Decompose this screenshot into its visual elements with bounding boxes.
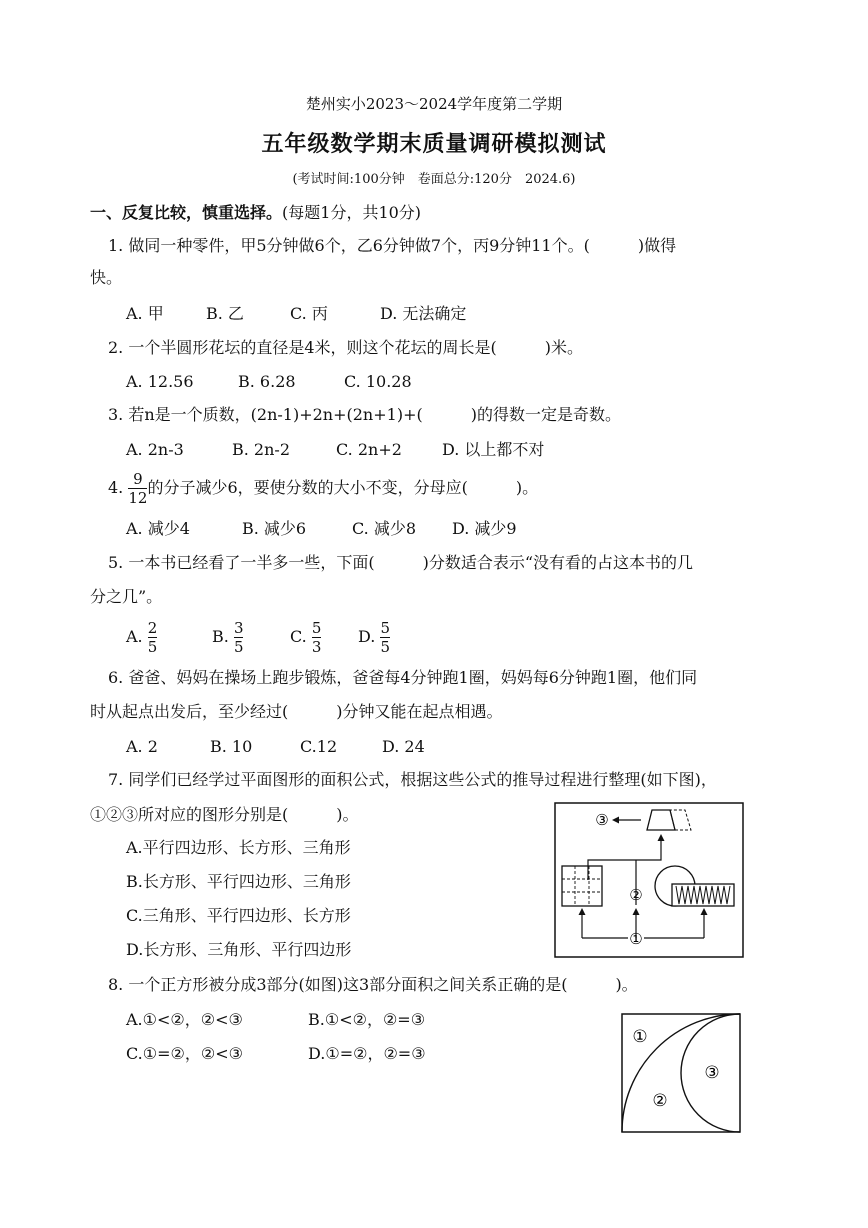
q7-figure-frame: [555, 803, 743, 957]
q5-options: [126, 617, 390, 657]
q5-option-a-numerator: 2: [147, 619, 158, 637]
q4-fraction: [128, 470, 147, 507]
q7-figure-arrowhead-left: [579, 908, 586, 915]
q8-figure-label-3: ③: [704, 1063, 720, 1083]
q8-option-c[interactable]: C.①=②，②<③: [126, 1044, 243, 1063]
q5-option-d-denominator: 5: [380, 638, 390, 656]
q7-option-c[interactable]: C.三角形、平行四边形、长方形: [126, 906, 351, 925]
q7-figure-label-2: ②: [629, 886, 643, 904]
q1-option-a[interactable]: A. 甲: [126, 304, 164, 323]
q5-option-b-denominator: 5: [233, 638, 244, 656]
q3-option-d[interactable]: D. 以上都不对: [442, 440, 545, 459]
q7-figure-label-1: ①: [629, 930, 643, 948]
q5-option-a-fraction: [148, 619, 158, 656]
q2-option-a[interactable]: A. 12.56: [126, 372, 194, 391]
q8-text: 8. 一个正方形被分成3部分(如图)这3部分面积之间关系正确的是( )。: [108, 975, 638, 994]
q1-option-b[interactable]: B. 乙: [206, 304, 244, 323]
q5-option-b-label: B.: [212, 627, 229, 646]
q2-option-c[interactable]: C. 10.28: [344, 372, 412, 391]
q5-option-a-denominator: 5: [147, 638, 158, 656]
q4-option-b[interactable]: B. 减少6: [242, 519, 307, 538]
q7-figure-trapezoid-icon: [647, 810, 675, 830]
q6-options: [126, 737, 425, 757]
q7-text-cont: ①②③所对应的图形分别是( )。: [90, 805, 359, 824]
q8-option-a[interactable]: A.①<②，②<③: [126, 1010, 243, 1029]
q3-option-a[interactable]: A. 2n-3: [126, 440, 184, 459]
q7-figure-arrowhead-mid: [633, 908, 640, 915]
q5-option-c-label: C.: [290, 627, 307, 646]
q6-option-b[interactable]: B. 10: [210, 737, 253, 756]
q7-figure-arrow-up: [588, 840, 661, 880]
q6-text: 6. 爸爸、妈妈在操场上跑步锻炼，爸爸每4分钟跑1圈，妈妈每6分钟跑1圈，他们同: [108, 668, 698, 687]
q7-option-b[interactable]: B.长方形、平行四边形、三角形: [126, 872, 351, 891]
q8-figure: [620, 1012, 744, 1136]
q3-text: 3. 若n是一个质数，(2n-1)+2n+(2n+1)+( )的得数一定是奇数。: [108, 405, 621, 424]
q5-option-a[interactable]: [126, 617, 212, 657]
q5-option-b-numerator: 3: [233, 619, 244, 637]
q4-text-line: [108, 468, 538, 508]
q7-figure-arrowhead-3: [612, 817, 619, 824]
q7-figure: [554, 802, 744, 958]
school-term: 楚州实小2023～2024学年度第二学期: [305, 95, 563, 113]
q8-options-row2: [126, 1044, 426, 1064]
q1-text-cont: 快。: [90, 268, 123, 287]
q1-option-d[interactable]: D. 无法确定: [380, 304, 467, 323]
q3-option-c[interactable]: C. 2n+2: [336, 440, 402, 459]
q5-option-a-label: A.: [126, 627, 143, 646]
q5-option-d-fraction: [380, 619, 390, 656]
q5-option-c-numerator: 5: [311, 619, 322, 637]
section-1-note: (每题1分，共10分): [282, 203, 422, 222]
q8-option-b[interactable]: B.①<②，②=③: [308, 1010, 426, 1029]
q7-figure-arrowhead-right: [701, 908, 708, 915]
q1-text: 1. 做同一种零件，甲5分钟做6个，乙6分钟做7个，丙9分钟11个。( )做得: [108, 236, 677, 255]
q5-option-d-label: D.: [358, 627, 376, 646]
section-1-title: 一、反复比较，慎重选择。: [90, 203, 283, 222]
q7-option-d[interactable]: D.长方形、三角形、平行四边形: [126, 940, 352, 959]
q5-option-d[interactable]: [358, 617, 390, 657]
q4-text: 的分子减少6，要使分数的大小不变，分母应( )。: [147, 478, 539, 497]
q6-option-c[interactable]: C.12: [300, 737, 338, 756]
q4-option-c[interactable]: C. 减少8: [352, 519, 417, 538]
q6-option-d[interactable]: D. 24: [382, 737, 425, 756]
q3-options: [126, 440, 544, 460]
q2-text: 2. 一个半圆形花坛的直径是4米，则这个花坛的周长是( )米。: [108, 338, 584, 357]
q5-option-c-denominator: 3: [311, 638, 322, 656]
q8-figure-label-2: ②: [652, 1091, 668, 1111]
q4-option-d[interactable]: D. 减少9: [452, 519, 517, 538]
q6-option-a[interactable]: A. 2: [126, 737, 158, 756]
q5-text: 5. 一本书已经看了一半多一些，下面( )分数适合表示“没有看的占这本书的几: [108, 553, 694, 572]
q3-option-b[interactable]: B. 2n-2: [232, 440, 290, 459]
q1-option-c[interactable]: C. 丙: [290, 304, 328, 323]
q5-text-cont: 分之几”。: [90, 587, 163, 606]
q4-fraction-numerator: 9: [133, 470, 143, 488]
q5-option-c-fraction: [312, 619, 322, 656]
q5-option-d-numerator: 5: [380, 619, 390, 637]
q2-option-b[interactable]: B. 6.28: [238, 372, 296, 391]
q8-figure-label-1: ①: [632, 1027, 648, 1047]
q7-figure-arrowhead-up: [658, 834, 665, 841]
q4-fraction-denominator: 12: [128, 489, 148, 507]
q5-option-b-fraction: [234, 619, 244, 656]
q7-figure-grid-rectangle-icon: [562, 866, 602, 906]
q5-option-c[interactable]: [290, 617, 358, 657]
q8-option-d[interactable]: D.①=②，②=③: [308, 1044, 426, 1063]
q4-number: 4.: [108, 478, 124, 497]
q4-options: [126, 519, 517, 539]
q5-option-b[interactable]: [212, 617, 290, 657]
section-1-heading: [90, 203, 421, 223]
q7-option-a[interactable]: A.平行四边形、长方形、三角形: [126, 838, 351, 857]
q2-options: [126, 372, 412, 392]
q7-figure-label-3: ③: [595, 811, 609, 829]
q7-text: 7. 同学们已经学过平面图形的面积公式，根据这些公式的推导过程进行整理(如下图)，: [108, 770, 717, 789]
q8-options-row1: [126, 1010, 425, 1030]
q1-options: [126, 304, 466, 324]
q4-option-a[interactable]: A. 减少4: [126, 519, 190, 538]
q6-text-cont: 时从起点出发后，至少经过( )分钟又能在起点相遇。: [90, 702, 503, 721]
exam-info: (考试时间:100分钟 卷面总分:120分 2024.6): [292, 172, 576, 187]
exam-title: 五年级数学期末质量调研模拟测试: [261, 131, 607, 157]
